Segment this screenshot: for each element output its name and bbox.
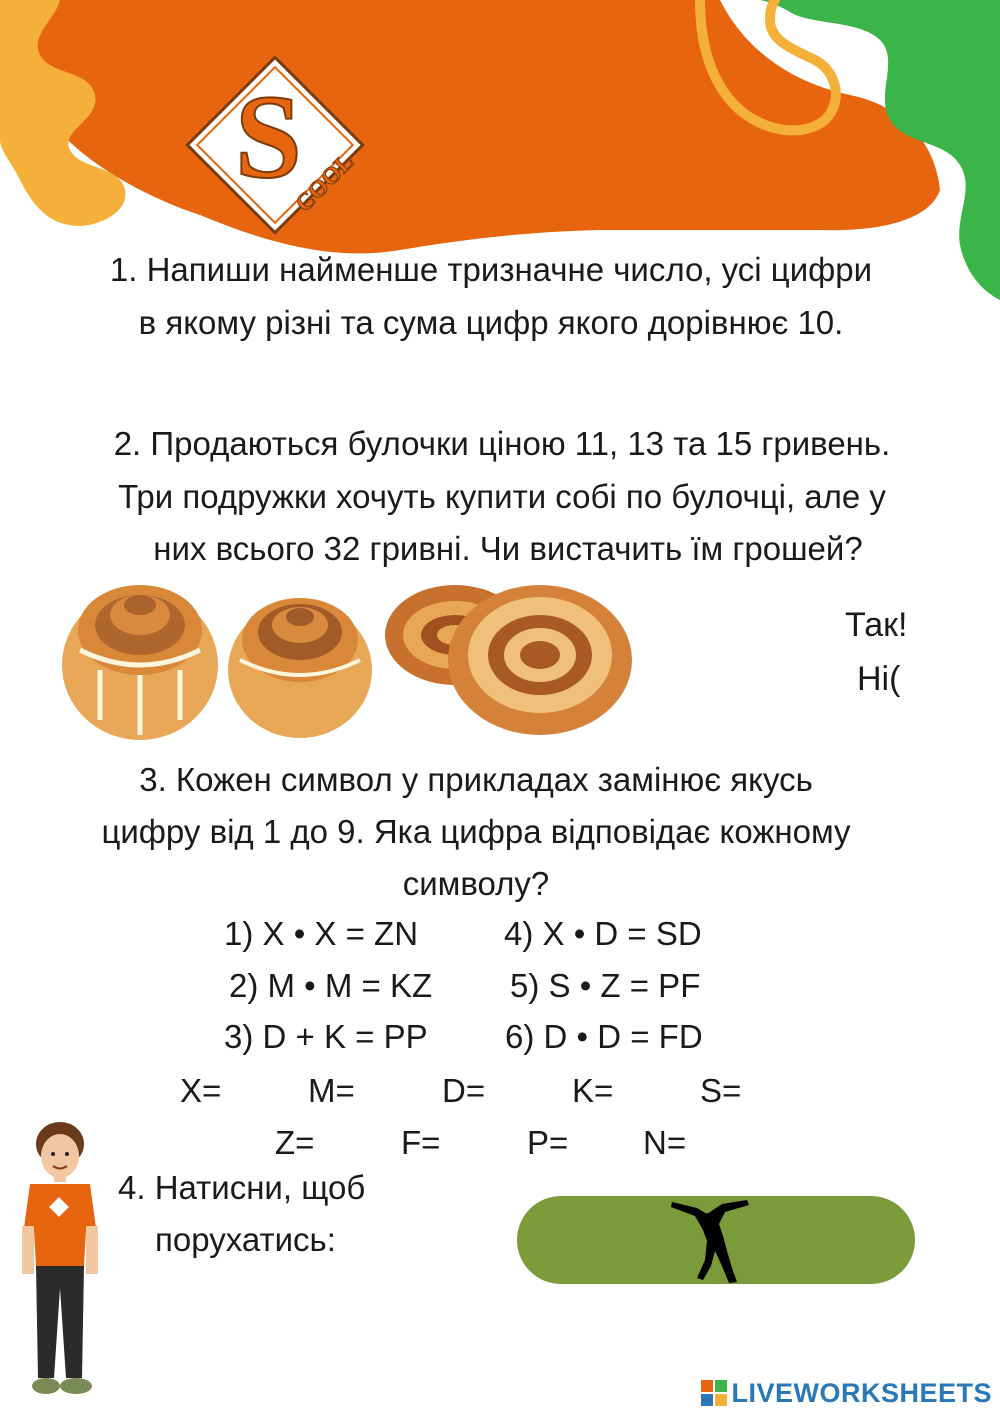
brand-name: LIVEWORKSHEETS xyxy=(731,1377,992,1408)
liveworksheets-icon xyxy=(701,1380,727,1406)
equation-3: 3) D + K = PP xyxy=(224,1018,428,1055)
answer-slot-k[interactable]: K= xyxy=(572,1072,614,1109)
cinnamon-bun-1 xyxy=(62,585,218,740)
cinnamon-roll-4 xyxy=(448,585,632,735)
equation-5: 5) S • Z = PF xyxy=(510,967,701,1004)
answer-slot-p[interactable]: P= xyxy=(527,1124,569,1161)
school-logo xyxy=(180,50,380,240)
task4-line1: 4. Натисни, щоб xyxy=(118,1169,366,1206)
move-button[interactable] xyxy=(517,1196,915,1284)
breakdancer-icon xyxy=(667,1196,757,1284)
answer-slot-x[interactable]: X= xyxy=(180,1072,222,1109)
task2-line1: 2. Продаються булочки ціною 11, 13 та 15 гривень. xyxy=(113,425,891,462)
answer-slot-n[interactable]: N= xyxy=(643,1124,687,1161)
boy-character-image xyxy=(8,1118,110,1406)
liveworksheets-logo[interactable] xyxy=(701,1377,992,1409)
answer-slot-f[interactable]: F= xyxy=(401,1124,441,1161)
task2-line2: Три подружки хочуть купити собі по булочці, але у xyxy=(118,478,886,515)
cinnamon-buns-image xyxy=(60,570,640,750)
answer-option-no[interactable]: Ні( xyxy=(857,660,901,698)
answer-slot-s[interactable]: S= xyxy=(700,1072,742,1109)
task3-line3: символу? xyxy=(402,865,550,902)
cinnamon-bun-2 xyxy=(228,598,372,738)
answer-slot-m[interactable]: M= xyxy=(308,1072,355,1109)
task1-line1: 1. Напиши найменше тризначне число, усі цифри xyxy=(109,251,873,288)
task3-line2: цифру від 1 до 9. Яка цифра відповідає кожному xyxy=(101,813,851,850)
equation-4: 4) X • D = SD xyxy=(504,915,702,952)
answer-slot-d[interactable]: D= xyxy=(442,1072,486,1109)
equation-2: 2) M • M = KZ xyxy=(229,967,433,1004)
logo-letter: S xyxy=(235,70,302,203)
task4-line2: порухатись: xyxy=(155,1221,336,1258)
task3-line1: 3. Кожен символ у прикладах замінює якусь xyxy=(139,761,813,798)
answer-option-yes[interactable]: Так! xyxy=(845,606,908,644)
task1-line2: в якому різні та сума цифр якого дорівнює 10. xyxy=(138,304,844,341)
task2-line3: них всього 32 гривні. Чи вистачить їм грошей? xyxy=(153,530,863,567)
equation-6: 6) D • D = FD xyxy=(505,1018,703,1055)
logo-word: COOL xyxy=(290,148,360,218)
equation-1: 1) X • X = ZN xyxy=(224,915,419,952)
answer-slot-z[interactable]: Z= xyxy=(275,1124,315,1161)
